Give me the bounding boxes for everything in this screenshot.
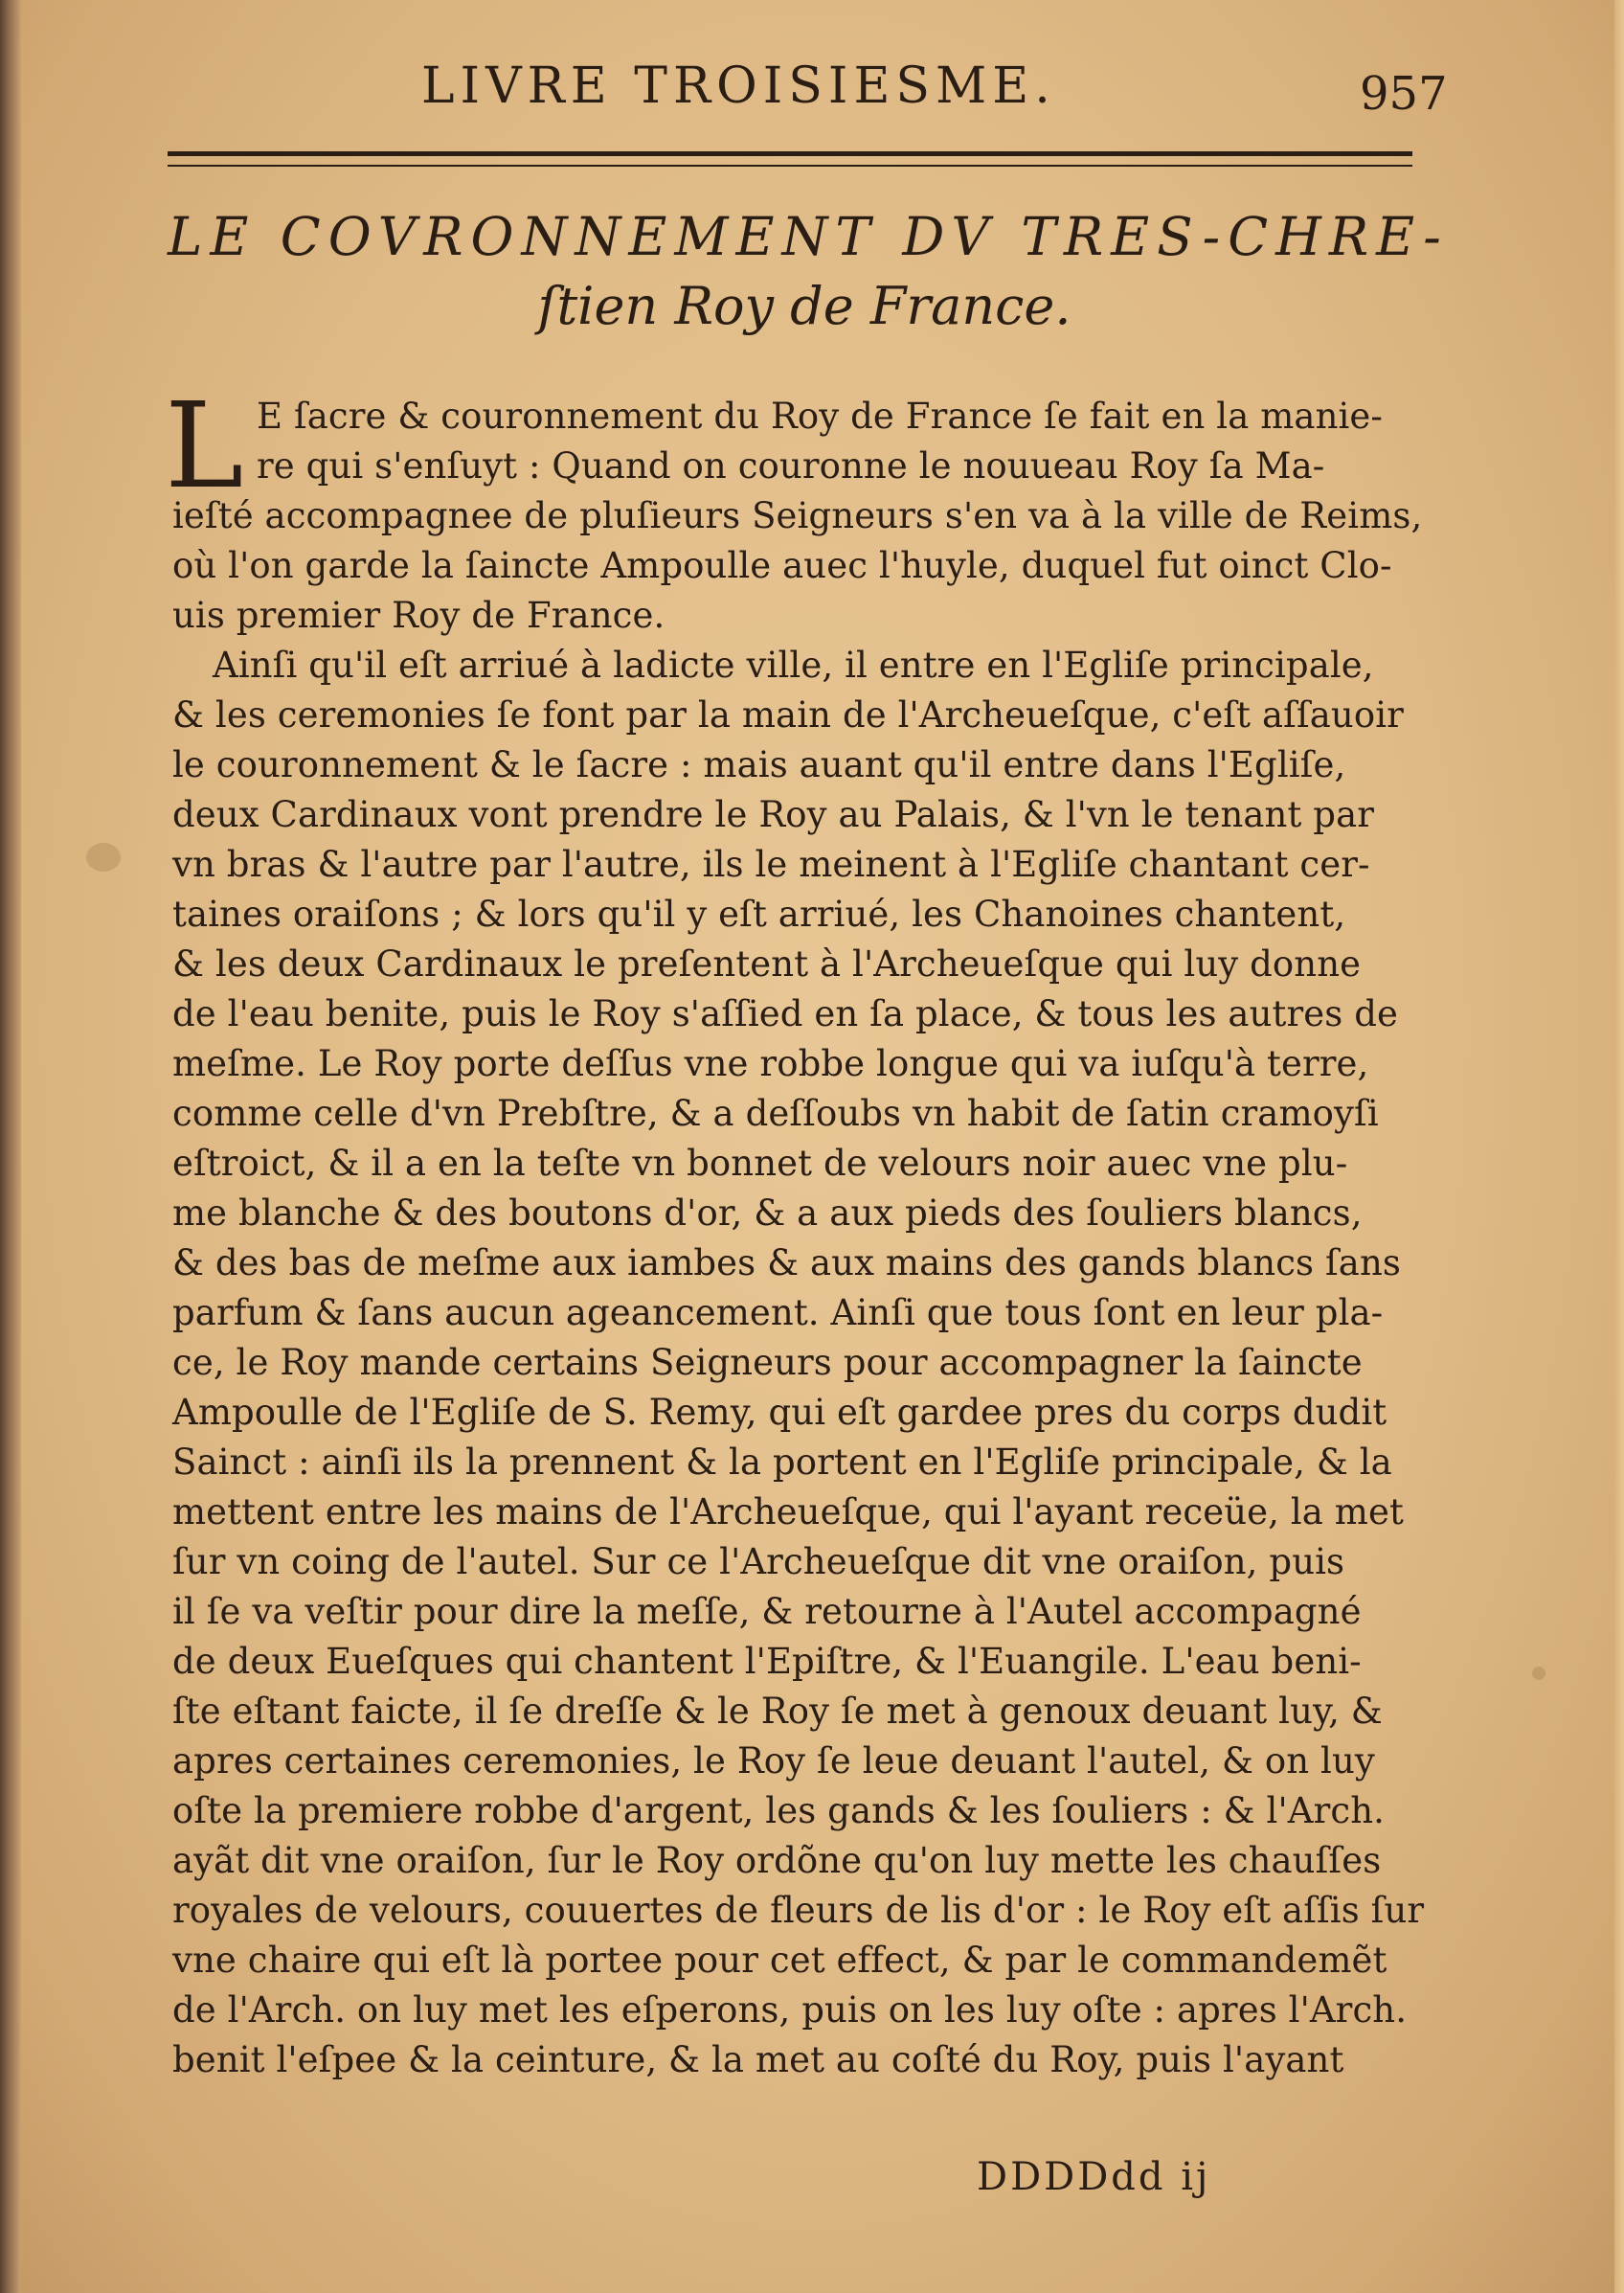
body-line: vn bras & l'autre par l'autre, ils le meinent à l'Egliſe chantant cer- <box>172 844 1370 885</box>
body-line: ayãt dit vne oraiſon, ſur le Roy ordõne qu'on luy mette les chauſſes <box>172 1840 1382 1881</box>
body-line: de l'eau benite, puis le Roy s'aſſied en ſa place, & tous les autres de <box>172 993 1398 1034</box>
chapter-title-line-2: ſtien Roy de France. <box>537 276 1071 336</box>
body-line: oſte la premiere robbe d'argent, les gands & les ſouliers : & l'Arch. <box>172 1790 1385 1831</box>
body-line: mettent entre les mains de l'Archeueſque, qui l'ayant receüe, la met <box>172 1491 1404 1532</box>
body-line: meſme. Le Roy porte deſſus vne robbe longue qui va iuſqu'à terre, <box>172 1043 1369 1084</box>
body-line: uis premier Roy de France. <box>172 595 665 636</box>
body-line: vne chaire qui eſt là portee pour cet effect, & par le commandemẽt <box>172 1940 1387 1981</box>
body-line: & des bas de meſme aux iambes & aux mains des gands blancs ſans <box>172 1242 1401 1283</box>
body-line: il ſe va veſtir pour dire la meſſe, & retourne à l'Autel accompagné <box>172 1591 1362 1632</box>
body-line: deux Cardinaux vont prendre le Roy au Palais, & l'vn le tenant par <box>172 794 1375 835</box>
body-line: Ampoulle de l'Egliſe de S. Remy, qui eſt gardee pres du corps dudit <box>172 1392 1387 1433</box>
body-line: apres certaines ceremonies, le Roy ſe leue deuant l'autel, & on luy <box>172 1740 1375 1782</box>
body-line: & les deux Cardinaux le preſentent à l'Archeueſque qui luy donne <box>172 943 1362 985</box>
body-line: & les ceremonies ſe font par la main de l'Archeueſque, c'eſt aſſauoir <box>172 694 1404 736</box>
chapter-title-line-1: LE COVRONNEMENT DV TRES-CHRE- <box>168 206 1449 267</box>
body-line: taines oraiſons ; & lors qu'il y eſt arriué, les Chanoines chantent, <box>172 894 1346 935</box>
drop-cap: L <box>165 377 244 515</box>
body-line: ſur vn coing de l'autel. Sur ce l'Archeueſque dit vne oraiſon, puis <box>172 1541 1345 1582</box>
body-line: E ſacre & couronnement du Roy de France ſe fait en la manie- <box>257 396 1384 437</box>
page-number: 957 <box>1360 67 1448 121</box>
header-rule <box>168 151 1412 156</box>
page-fore-edge <box>1614 0 1624 2293</box>
body-line: benit l'eſpee & la ceinture, & la met au coſté du Roy, puis l'ayant <box>172 2039 1344 2080</box>
header-rule-thin <box>168 165 1412 167</box>
body-line: où l'on garde la ſaincte Ampoulle auec l'huyle, duquel fut oinct Clo- <box>172 545 1392 586</box>
running-title: LIVRE TROISIESME. <box>421 57 1056 115</box>
body-line: royales de velours, couuertes de fleurs de lis d'or : le Roy eſt aſſis ſur <box>172 1890 1425 1931</box>
body-line: comme celle d'vn Prebſtre, & a deſſoubs vn habit de ſatin cramoyſi <box>172 1093 1379 1134</box>
body-line: ſte eſtant faicte, il ſe dreſſe & le Roy ſe met à genoux deuant luy, & <box>172 1691 1383 1732</box>
page-gutter-edge <box>0 0 21 2293</box>
body-line: de deux Eueſques qui chantent l'Epiſtre, & l'Euangile. L'eau beni- <box>172 1641 1362 1682</box>
signature-mark: DDDDdd ij <box>977 2155 1211 2199</box>
body-line: ce, le Roy mande certains Seigneurs pour accompagner la ſaincte <box>172 1342 1363 1383</box>
body-line: ieſté accompagnee de pluſieurs Seigneurs s'en va à la ville de Reims, <box>172 495 1423 536</box>
ink-stain <box>86 843 121 872</box>
body-line: eſtroict, & il a en la teſte vn bonnet de velours noir auec vne plu- <box>172 1143 1348 1184</box>
paper-spot <box>1532 1667 1545 1680</box>
body-line: Sainct : ainſi ils la prennent & la portent en l'Egliſe principale, & la <box>172 1442 1392 1483</box>
body-line: parfum & ſans aucun ageancement. Ainſi que tous ſont en leur pla- <box>172 1292 1384 1333</box>
body-line: de l'Arch. on luy met les eſperons, puis on les luy oſte : apres l'Arch. <box>172 1989 1408 2031</box>
body-line: re qui s'enſuyt : Quand on couronne le nouueau Roy ſa Ma- <box>257 445 1325 487</box>
body-line: me blanche & des boutons d'or, & a aux pieds des ſouliers blancs, <box>172 1192 1363 1234</box>
body-line: Ainſi qu'il eſt arriué à ladicte ville, il entre en l'Egliſe principale, <box>213 645 1374 686</box>
body-line: le couronnement & le ſacre : mais auant qu'il entre dans l'Egliſe, <box>172 744 1346 785</box>
